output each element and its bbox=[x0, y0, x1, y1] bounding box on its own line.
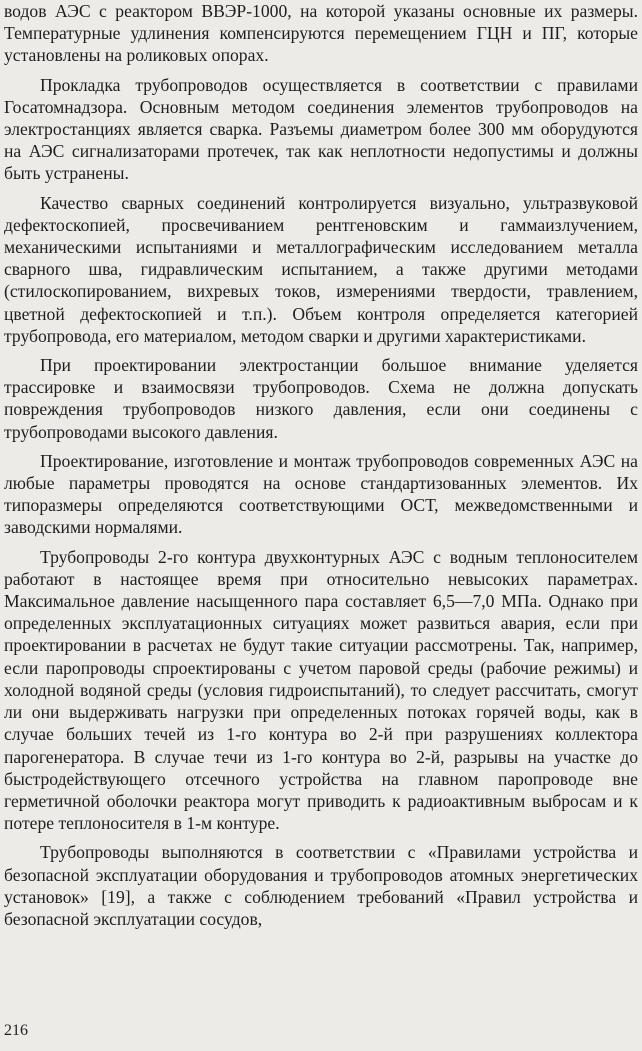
page-number: 216 bbox=[4, 1022, 28, 1039]
paragraph-continuation: водов АЭС с реактором ВВЭР-1000, на которой указаны основные их размеры. Температурные удлинения компенсируются перемещением ГЦН и ПГ, которые установлены на роликовых опорах. bbox=[4, 1, 638, 66]
paragraph-pipeline-laying: Прокладка трубопроводов осуществляется в соответствии с правилами Госатомнадзора. Основным методом соединения элементов трубопроводов на электростанциях является сварка. Разъемы диаметром более 300 мм оборудуются на АЭС сигнализаторами протечек, так как неплотности недопустимы и должны быть устранены. bbox=[4, 74, 638, 184]
paragraph-second-circuit: Трубопроводы 2-го контура двухконтурных АЭС с водным теплоносителем работают в настоящее время при относительно невысоких параметрах. Максимальное давление насыщенного пара составляет 6,5—7,0 МПа. Однако при определенных эксплуатационных ситуациях может развиться авария, если при проектировании в расчетах не будут такие ситуации рассмотрены. Так, например, если паропроводы спроектированы с учетом паровой среды (рабочие режимы) и холодной водяной среды (условия гидроиспытаний), то следует рассчитать, смогут ли они выдерживать нагрузки при определенных потоках горячей воды, как в случае больших течей из 1-го контура во 2-й при разрушениях коллектора парогенератора. В случае течи из 1-го контура во 2-й, разрывы на участке до быстродействующего отсечного устройства на главном паропроводе вне герметичной оболочки реактора могут приводить к радиоактивным выбросам и к потере теплоносителя в 1-м контуре. bbox=[4, 546, 638, 834]
paragraph-design-tracing: При проектировании электростанции большое внимание уделяется трассировке и взаимосвязи трубопроводов. Схема не должна допускать повреждения трубопроводов низкого давления, если они соединены с трубопроводами высокого давления. bbox=[4, 355, 638, 442]
document-page bbox=[4, 0, 638, 1051]
paragraph-standard-elements: Проектирование, изготовление и монтаж трубопроводов современных АЭС на любые параметры проводятся на основе стандартизованных элементов. Их типоразмеры определяются соответствующими ОСТ, межведомственными и заводскими нормалями. bbox=[4, 450, 638, 538]
paragraph-regulations: Трубопроводы выполняются в соответствии с «Правилами устройства и безопасной эксплуатации оборудования и трубопроводов атомных энергетических установок» [19], а также с соблюдением требований «Правил устройства и безопасной эксплуатации сосудов, bbox=[4, 842, 638, 929]
paragraph-weld-quality: Качество сварных соединений контролируется визуально, ультразвуковой дефектоскопией, просвечиванием рентгеновским и гаммаизлучением, механическими испытаниями и металлографическим исследованием металла сварного шва, гидравлическим испытанием, а также другими методами (стилоскопированием, вихревых токов, измерениями твердости, травлением, цветной дефектоскопией и т.п.). Объем контроля определяется категорией трубопровода, его материалом, методом сварки и другими характеристиками. bbox=[4, 192, 638, 346]
